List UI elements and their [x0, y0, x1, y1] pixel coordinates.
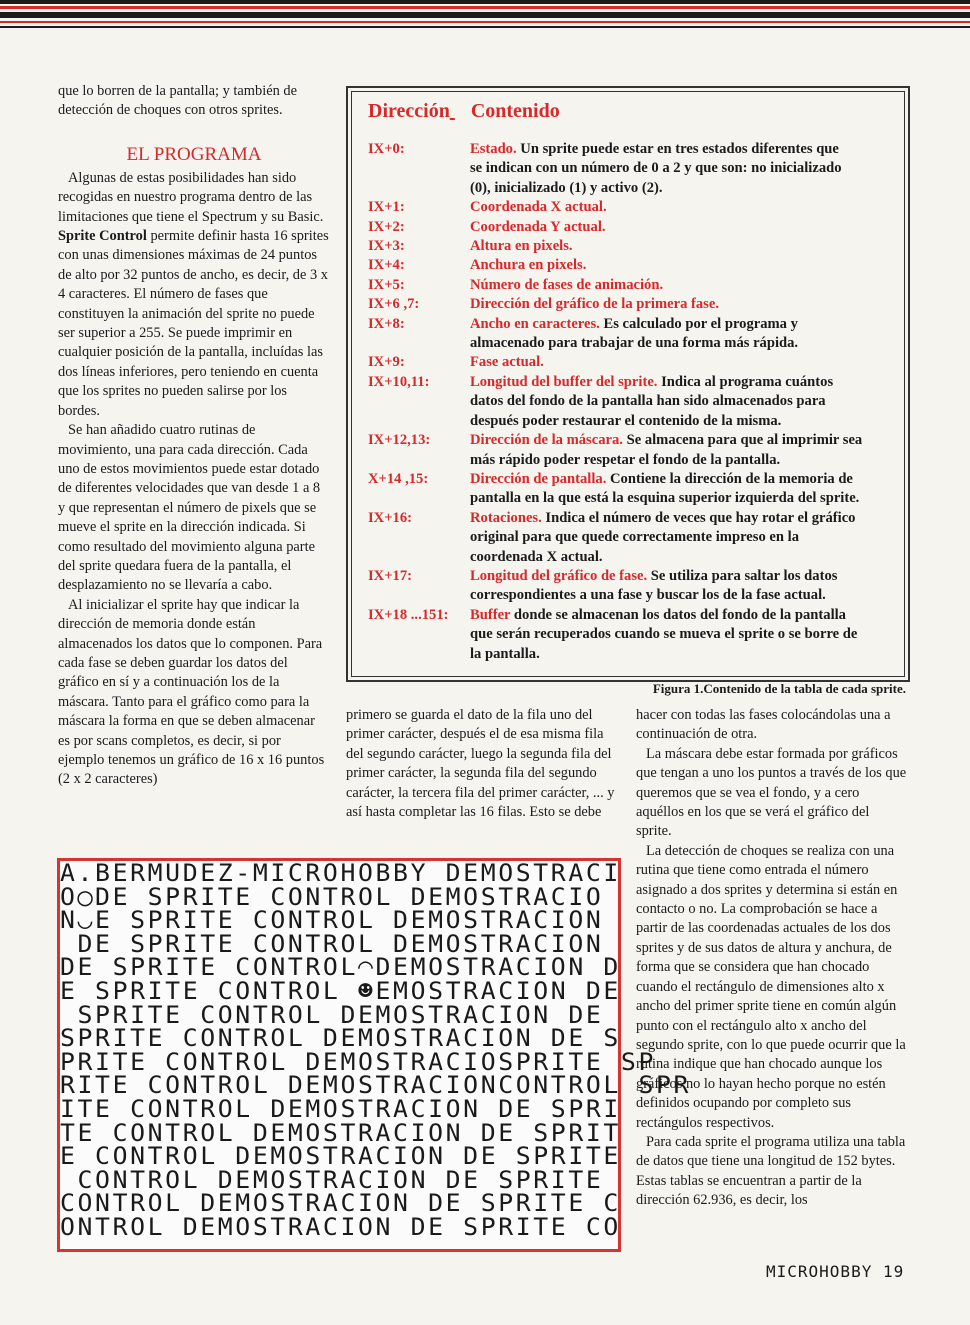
paragraph: La detección de choques se realiza con una rutina que tiene como entrada el número asignado a dos sprites y determina si están en contacto o no. La comprobación se hace a partir de las coordenadas actuales de los dos sprites y de sus datos de altura y anchura, de forma que se considera que han chocado cuando el rectángulo de dimensiones alto x ancho del primer sprite tiene en común algún punto con el rectángulo alto x ancho del segundo sprite, con lo que puede ocurrir que la rutina indique que han chocado aunque los gráficos no lo hayan hecho porque no estén definidos ocupando por completo sus rectángulos respectivos. — [636, 842, 906, 1131]
row-address: IX+18 ...151: — [368, 606, 449, 623]
row-title: Estado. — [470, 141, 517, 157]
spectrum-screen-capture — [57, 858, 692, 1252]
row-title: Fase actual. — [470, 354, 544, 371]
row-address: IX+10,11: — [368, 373, 430, 390]
table-header — [368, 100, 560, 123]
row-content — [470, 256, 908, 275]
row-content — [470, 295, 908, 314]
row-description: Un sprite puede estar en tres estados diferentes que se indican con un número de 0 a 2 y que son: no inicializado (0), inicializado (1) y activo (2). — [470, 141, 842, 196]
row-description: Contiene la dirección de la memoria de pantalla en la que está la esquina superior izquierda del sprite. — [470, 470, 860, 507]
row-content — [470, 509, 908, 567]
row-content — [470, 567, 908, 606]
table-row — [368, 256, 908, 275]
screen-line: TE CONTROL DEMOSTRACION DE SPRIT — [60, 1117, 621, 1147]
column-left — [58, 82, 330, 790]
row-address: IX+6 ,7: — [368, 296, 420, 313]
screen-line: PRITE CONTROL DEMOSTRACIOSPRITE SP — [60, 1047, 656, 1076]
paragraph: La máscara debe estar formada por gráficos que tengan a uno los puntos a través de los que queremos que se vea el fondo, y a cero aquéllos en los que se verá el gráfico del sprite. — [636, 745, 907, 840]
row-content — [470, 218, 908, 237]
figure-caption: Figura 1.Contenido de la tabla de cada sprite. — [652, 681, 906, 696]
row-address: IX+3: — [368, 238, 405, 255]
row-title: Longitud del buffer del sprite. — [470, 373, 658, 390]
screen-line: DE SPRITE CONTROL◠DEMOSTRACION D — [60, 952, 621, 982]
paragraph: primero se guarda el dato de la fila uno del primer carácter, después el de esa misma fila del segundo carácter, luego la segunda fila del primer carácter, la segunda fila del segundo carácter, la tercera fila del primer carácter, ... y así hasta completar las 16 filas. Esto se debe — [346, 707, 615, 821]
row-title: Coordenada X actual. — [470, 199, 607, 216]
table-row — [368, 353, 908, 372]
row-description: Indica al programa cuántos datos del fondo de la pantalla han sido almacenados para después poder restaurar el contenido de la misma. — [470, 373, 834, 429]
sprite-table-figure — [346, 86, 910, 682]
row-address: IX+16: — [368, 509, 412, 526]
row-content — [470, 353, 908, 372]
page-footer: MICROHOBBY 19 — [766, 1262, 905, 1281]
header-direccion: Dirección — [368, 100, 450, 122]
table-row — [368, 509, 908, 567]
row-title: Dirección de pantalla. — [470, 470, 607, 487]
row-content — [470, 315, 908, 354]
row-address: IX+0: — [368, 141, 405, 157]
table-row — [368, 198, 908, 217]
row-content — [470, 237, 908, 256]
paragraph: Se han añadido cuatro rutinas de movimiento, una para cada dirección. Cada uno de estos movimientos puede estar dotado de diferentes velocidades que van desde 1 a 8 y que representan el número de pixels que se mueve el sprite en la dirección indicada. Si como resultado del movimiento alguna parte del sprite quedara fuera de la pantalla, el desplazamiento no se llevaría a cabo. — [58, 422, 321, 594]
row-content — [470, 470, 908, 509]
screen-line: N◡E SPRITE CONTROL DEMOSTRACION — [60, 905, 604, 934]
table-row — [368, 315, 908, 354]
paragraph: Al inicializar el sprite hay que indicar la dirección de memoria donde están almacenados los datos que lo componen. Para cada fase se deben guardar los datos del gráfico en sí y a continuación los de la máscara. Tanto para el gráfico como para la máscara la forma en que se deben almacenar es por scans completos, es decir, si por ejemplo tenemos un gráfico de 16 x 16 puntos (2 x 2 caracteres) — [58, 596, 325, 788]
row-content — [470, 140, 908, 198]
table-rows — [368, 140, 908, 664]
screen-line: O◯DE SPRITE CONTROL DEMOSTRACIO — [60, 881, 604, 911]
row-title: Coordenada Y actual. — [470, 218, 606, 235]
row-address: IX+9: — [368, 354, 405, 371]
row-description: Se utiliza para saltar los datos correspondientes a una fase y buscar los de la fase actual. — [470, 567, 838, 604]
row-description: Indica el número de veces que hay rotar el gráfico original para que quede correctamente impreso en la coordenada X actual. — [470, 509, 856, 565]
column-middle — [346, 706, 616, 822]
screen-line: DE SPRITE CONTROL DEMOSTRACION — [60, 929, 604, 958]
screen-line: SPRITE CONTROL DEMOSTRACION DE S — [60, 1023, 621, 1052]
table-row — [368, 470, 908, 509]
program-name: Sprite Control — [58, 228, 147, 245]
screen-line: CONTROL DEMOSTRACION DE SPRITE — [60, 1165, 621, 1194]
row-title: Rotaciones. — [470, 509, 542, 526]
intro-text: que lo borren de la pantalla; y también de detección de choques con otros sprites. — [58, 83, 297, 119]
row-title: Anchura en pixels. — [470, 257, 587, 274]
table-row — [368, 295, 908, 314]
row-content — [470, 431, 908, 470]
row-address: X+14 ,15: — [368, 470, 429, 487]
table-row — [368, 431, 908, 470]
paragraph: hacer con todas las fases colocándolas una a continuación de otra. — [636, 707, 891, 743]
row-title: Dirección de la máscara. — [470, 432, 623, 449]
screen-line: E SPRITE CONTROL ☻EMOSTRACION DE — [60, 976, 621, 1005]
paragraph: Algunas de estas posibilidades han sido recogidas en nuestro programa dentro de las limitaciones que tiene el Spectrum y su Basic. Sprite Control permite definir hasta 16 sprites con unas dimensiones máximas de 24 puntos de alto por 32 puntos de ancho, es decir, de 3 x 4 caracteres. El número de fases que constituyen la animación del sprite no puede ser superior a 255. Se puede imprimir en cualquier posición de la pantalla, incluídas las dos líneas inferiores, pero teniendo en cuenta que los sprites no pueden salirse por los bordes. — [58, 169, 329, 419]
row-description: Se almacena para que al imprimir sea más rápido poder respetar el fondo de la pantalla. — [470, 432, 863, 468]
row-content — [470, 198, 908, 217]
row-content — [470, 373, 908, 431]
row-address: IX+4: — [368, 257, 405, 274]
top-stripes — [0, 0, 970, 34]
table-row — [368, 606, 908, 664]
row-title: Dirección del gráfico de la primera fase. — [470, 296, 719, 313]
column-right — [636, 706, 908, 1211]
screen-line: CONTROL DEMOSTRACION DE SPRITE C — [60, 1188, 621, 1218]
row-title: Altura en pixels. — [470, 238, 573, 255]
header-contenido: Contenido — [470, 100, 560, 122]
row-address: IX+12,13: — [368, 432, 431, 449]
row-description: donde se almacenan los datos del fondo de la pantalla que serán recuperados cuando se mueva el sprite o se borre de la pantalla. — [470, 606, 858, 662]
screen-line: ONTROL DEMOSTRACION DE SPRITE CO — [60, 1212, 621, 1241]
screen-line: E CONTROL DEMOSTRACION DE SPRITE — [60, 1141, 621, 1170]
row-address: IX+2: — [368, 218, 405, 235]
table-row — [368, 276, 908, 295]
screen-line: ITE CONTROL DEMOSTRACION DE SPRI — [60, 1094, 621, 1123]
screen-line: SPRITE CONTROL DEMOSTRACION DE — [60, 999, 621, 1029]
table-row — [368, 237, 908, 256]
row-address: IX+8: — [368, 315, 405, 332]
row-title: Número de fases de animación. — [470, 276, 664, 293]
row-address: IX+5: — [368, 276, 405, 293]
table-row — [368, 373, 908, 431]
row-title: Longitud del gráfico de fase. — [470, 567, 648, 584]
paragraph: Para cada sprite el programa utiliza una tabla de datos que tiene una longitud de 152 bytes. Estas tablas se encuentran a partir de la dirección 62.936, es decir, los — [636, 1133, 906, 1209]
row-description: Es calculado por el programa y almacenado para trabajar de una forma más rápida. — [470, 315, 799, 352]
section-heading: EL PROGRAMA — [126, 143, 262, 165]
row-content — [470, 276, 908, 295]
row-title: Ancho en caracteres. — [470, 315, 600, 332]
row-content — [470, 606, 908, 664]
row-title: Buffer — [470, 606, 511, 623]
row-address: IX+17: — [368, 567, 412, 584]
table-row — [368, 567, 908, 606]
row-address: IX+1: — [368, 199, 405, 216]
screen-line: RITE CONTROL DEMOSTRACIONCONTROL SPR — [60, 1070, 692, 1100]
table-row — [368, 140, 908, 198]
table-row — [368, 218, 908, 237]
screen-line: A.BERMUDEZ-MICROHOBBY DEMOSTRACI — [60, 858, 621, 887]
